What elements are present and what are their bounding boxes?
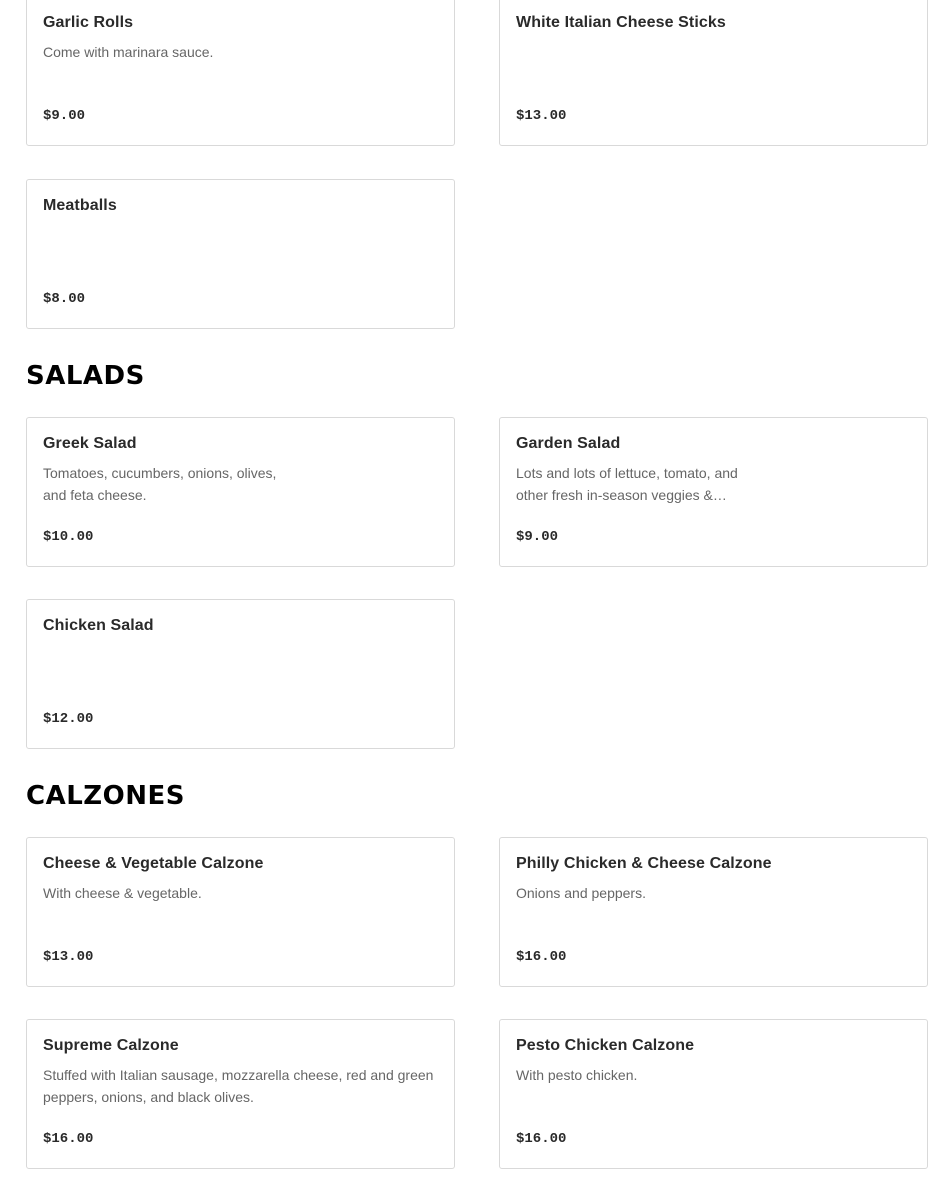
- menu-item-price: $16.00: [43, 1131, 94, 1147]
- menu-item-description: With cheese & vegetable.: [43, 885, 202, 901]
- menu-item-card-supreme-calzone[interactable]: [26, 1019, 455, 1169]
- menu-item-card-greek-salad[interactable]: [26, 417, 455, 567]
- menu-item-card-garlic-rolls[interactable]: [26, 0, 455, 146]
- menu-item-description: Come with marinara sauce.: [43, 44, 214, 60]
- menu-item-name: Meatballs: [43, 197, 117, 214]
- menu-item-card-garden-salad[interactable]: [499, 417, 928, 567]
- menu-item-price: $8.00: [43, 291, 86, 307]
- menu-item-name: Chicken Salad: [43, 617, 154, 634]
- menu-item-name: Garlic Rolls: [43, 14, 134, 31]
- menu-item-name: White Italian Cheese Sticks: [516, 14, 726, 31]
- menu-item-card-pesto-chicken-calzone[interactable]: [499, 1019, 928, 1169]
- menu-item-name: Supreme Calzone: [43, 1037, 179, 1054]
- menu-item-card-philly-chicken-cheese-calzone[interactable]: [499, 837, 928, 987]
- menu-item-card-chicken-salad[interactable]: [26, 599, 455, 749]
- menu-item-price: $9.00: [43, 108, 86, 124]
- menu-item-card-cheese-vegetable-calzone[interactable]: [26, 837, 455, 987]
- menu-item-card-white-italian-cheese-sticks[interactable]: [499, 0, 928, 146]
- menu-item-name: Pesto Chicken Calzone: [516, 1037, 695, 1054]
- section-title-salads: SALADS: [26, 361, 145, 391]
- menu-item-card-meatballs[interactable]: [26, 179, 455, 329]
- menu-item-price: $13.00: [516, 108, 567, 124]
- menu-item-price: $16.00: [516, 1131, 567, 1147]
- menu-item-name: Philly Chicken & Cheese Calzone: [516, 855, 772, 872]
- menu-item-price: $12.00: [43, 711, 94, 727]
- menu-item-description: With pesto chicken.: [516, 1067, 638, 1083]
- menu-item-description: Stuffed with Italian sausage, mozzarella cheese, red and green peppers, onions, and black olives.: [43, 1067, 434, 1105]
- menu-item-price: $13.00: [43, 949, 94, 965]
- menu-item-description: Onions and peppers.: [516, 885, 646, 901]
- menu-item-price: $10.00: [43, 529, 94, 545]
- menu-item-name: Greek Salad: [43, 435, 137, 452]
- menu-item-description: Tomatoes, cucumbers, onions, olives, and feta cheese.: [43, 465, 277, 503]
- menu-item-price: $16.00: [516, 949, 567, 965]
- menu-item-description: Lots and lots of lettuce, tomato, and other fresh in-season veggies &…: [516, 465, 738, 503]
- menu-item-name: Garden Salad: [516, 435, 621, 452]
- section-title-calzones: CALZONES: [26, 781, 185, 811]
- menu-item-price: $9.00: [516, 529, 559, 545]
- menu-item-name: Cheese & Vegetable Calzone: [43, 855, 264, 872]
